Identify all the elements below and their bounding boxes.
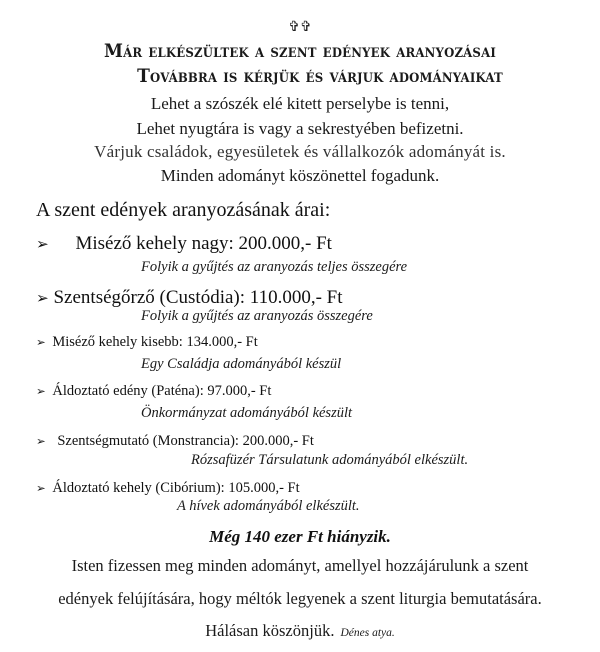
intro-line-1: Lehet a szószék elé kitett perselybe is tenni, xyxy=(150,94,450,113)
arrowhead-bullet-icon: ➢ xyxy=(36,289,49,307)
arrowhead-bullet-icon: ➢ xyxy=(36,481,46,495)
arrowhead-bullet-icon: ➢ xyxy=(36,335,46,349)
price-item xyxy=(36,287,343,309)
prices-title: A szent edények aranyozásának árai: xyxy=(36,199,331,221)
signature: Dénes atya. xyxy=(340,627,395,639)
intro-line-4: Minden adományt köszönettel fogadunk. xyxy=(160,166,440,185)
arrowhead-bullet-icon: ➢ xyxy=(36,384,46,398)
price-item-note: Önkormányzat adományából készült xyxy=(141,405,353,421)
closing-line-2: edények felújítására, hogy méltók legyenek a szent liturgia bemutatására. xyxy=(58,589,542,608)
price-item-note: Egy Családja adományából készül xyxy=(141,356,342,372)
price-item-label: Áldoztató edény (Paténa): 97.000,- Ft xyxy=(52,383,272,399)
crosses-icon: ✞✞ xyxy=(288,19,312,35)
price-item-note: Rózsafüzér Társulatunk adományából elkészült. xyxy=(191,452,469,468)
thanks-text: Hálásan köszönjük. xyxy=(205,621,335,640)
missing-amount: Még 140 ezer Ft hiányzik. xyxy=(209,527,391,546)
price-item-note: Folyik a gyűjtés az aranyozás összegére xyxy=(141,308,373,324)
price-item-note: Folyik a gyűjtés az aranyozás teljes összegére xyxy=(141,259,408,275)
price-item-label: Szentségmutató (Monstrancia): 200.000,- Ft xyxy=(57,433,314,449)
price-item-label: Áldoztató kehely (Cibórium): 105.000,- Ft xyxy=(52,480,300,496)
price-item-label: Szentségőrző (Custódia): 110.000,- Ft xyxy=(53,287,343,308)
price-item-label: Miséző kehely nagy: 200.000,- Ft xyxy=(75,233,332,254)
arrowhead-bullet-icon: ➢ xyxy=(36,434,46,448)
headline-line-1: Már elkészültek a szent edények aranyozásai xyxy=(104,40,496,62)
price-item xyxy=(36,233,332,255)
closing-line-1: Isten fizessen meg minden adományt, amellyel hozzájárulunk a szent xyxy=(71,556,529,575)
arrowhead-bullet-icon: ➢ xyxy=(36,235,49,253)
price-item xyxy=(36,433,314,450)
intro-line-3: Várjuk családok, egyesületek és vállalkozók adományát is. xyxy=(94,142,506,161)
price-item xyxy=(36,480,300,497)
price-item-note: A hívek adományából elkészült. xyxy=(177,498,360,514)
headline-line-2: Továbbra is kérjük és várjuk adományaikat xyxy=(137,65,503,87)
closing-thanks xyxy=(0,621,600,641)
price-item-label: Miséző kehely kisebb: 134.000,- Ft xyxy=(52,334,258,350)
price-item xyxy=(36,334,258,351)
price-item xyxy=(36,383,271,400)
intro-line-2: Lehet nyugtára is vagy a sekrestyében befizetni. xyxy=(136,119,464,138)
